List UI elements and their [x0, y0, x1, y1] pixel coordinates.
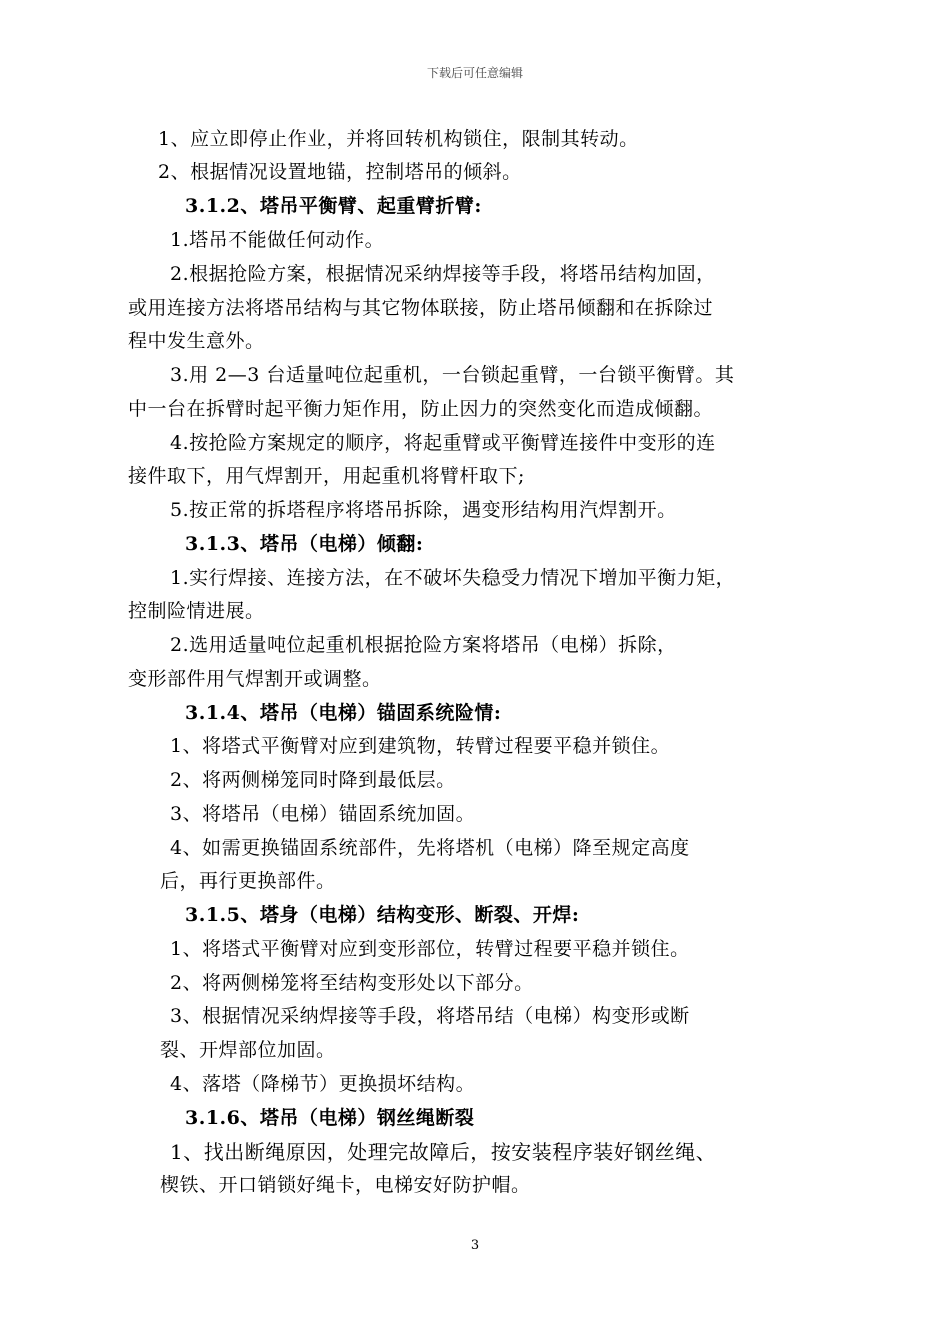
paragraph-line: 4、落塔（降梯节）更换损坏结构。: [170, 1073, 476, 1095]
paragraph-line: 1、找出断绳原因，处理完故障后，按安装程序装好钢丝绳、: [170, 1140, 717, 1164]
paragraph-line: 变形部件用气焊割开或调整。: [128, 668, 382, 690]
paragraph-line: 或用连接方法将塔吊结构与其它物体联接，防止塔吊倾翻和在拆除过: [128, 297, 714, 319]
paragraph-line: 1.实行焊接、连接方法，在不破坏失稳受力情况下增加平衡力矩，: [170, 567, 736, 589]
paragraph-line: 1、应立即停止作业，并将回转机构锁住，限制其转动。: [158, 128, 639, 150]
paragraph-line: 2.选用适量吨位起重机根据抢险方案将塔吊（电梯）拆除，: [170, 634, 677, 656]
paragraph-line: 程中发生意外。: [128, 330, 265, 352]
paragraph-line: 控制险情进展。: [128, 600, 265, 622]
section-heading: 3.1.6、塔吊（电梯）钢丝绳断裂: [185, 1107, 475, 1129]
paragraph-line: 2.根据抢险方案，根据情况采纳焊接等手段，将塔吊结构加固，: [170, 263, 716, 285]
section-heading: 3.1.5、塔身（电梯）结构变形、断裂、开焊:: [185, 904, 580, 926]
paragraph-line: 1、将塔式平衡臂对应到变形部位，转臂过程要平稳并锁住。: [170, 938, 690, 960]
paragraph-line: 后，再行更换部件。: [160, 870, 336, 892]
page-header: 下载后可任意编辑: [426, 66, 523, 80]
paragraph-line: 接件取下，用气焊割开，用起重机将臂杆取下;: [128, 465, 525, 487]
section-heading: 3.1.3、塔吊（电梯）倾翻:: [185, 533, 424, 555]
paragraph-line: 1、将塔式平衡臂对应到建筑物，转臂过程要平稳并锁住。: [170, 735, 671, 757]
paragraph-line: 1.塔吊不能做任何动作。: [170, 229, 385, 251]
paragraph-line: 2、将两侧梯笼同时降到最低层。: [170, 769, 456, 791]
paragraph-line: 5.按正常的拆塔程序将塔吊拆除，遇变形结构用汽焊割开。: [170, 499, 677, 521]
page-number: 3: [470, 1238, 480, 1253]
paragraph-line: 3.用 2—3 台适量吨位起重机，一台锁起重臂，一台锁平衡臂。其: [170, 364, 735, 386]
section-heading: 3.1.2、塔吊平衡臂、起重臂折臂:: [185, 195, 482, 217]
paragraph-line: 2、将两侧梯笼将至结构变形处以下部分。: [170, 972, 534, 994]
paragraph-line: 4.按抢险方案规定的顺序，将起重臂或平衡臂连接件中变形的连: [170, 432, 716, 454]
paragraph-line: 中一台在拆臂时起平衡力矩作用，防止因力的突然变化而造成倾翻。: [128, 398, 714, 420]
paragraph-line: 4、如需更换锚固系统部件，先将塔机（电梯）降至规定高度: [170, 837, 690, 859]
paragraph-line: 3、将塔吊（电梯）锚固系统加固。: [170, 803, 476, 825]
paragraph-line: 2、根据情况设置地锚，控制塔吊的倾斜。: [158, 161, 522, 183]
paragraph-line: 楔铁、开口销锁好绳卡，电梯安好防护帽。: [160, 1174, 531, 1196]
paragraph-line: 裂、开焊部位加固。: [160, 1039, 336, 1061]
section-heading: 3.1.4、塔吊（电梯）锚固系统险情:: [185, 702, 502, 724]
paragraph-line: 3、根据情况采纳焊接等手段，将塔吊结（电梯）构变形或断: [170, 1005, 690, 1027]
